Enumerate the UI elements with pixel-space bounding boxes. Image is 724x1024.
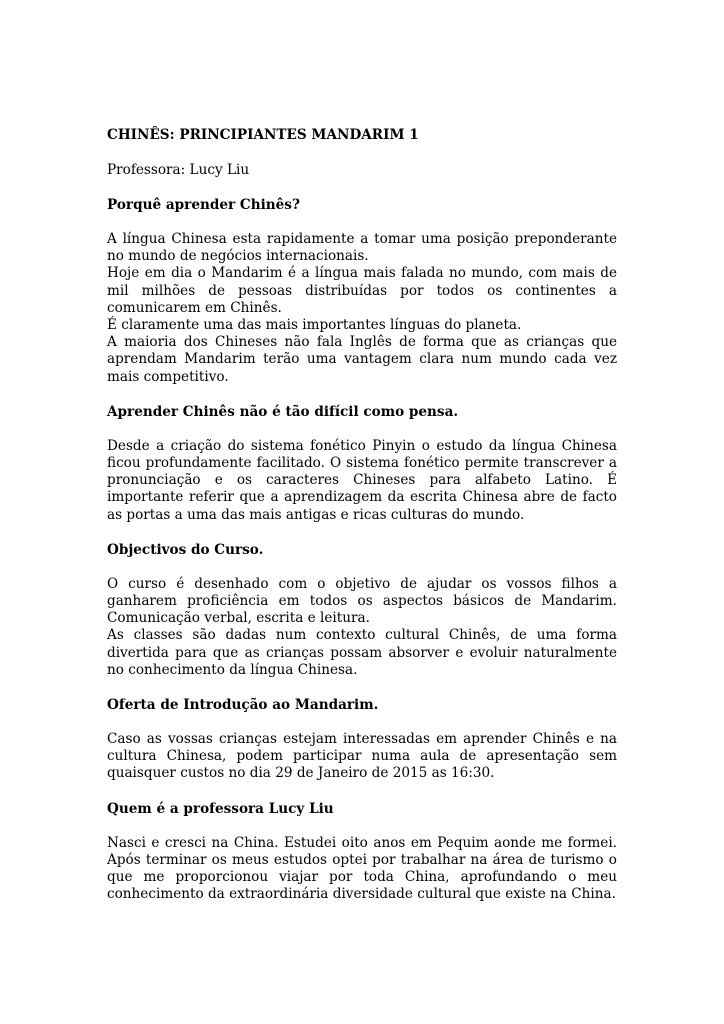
teacher-line: Professora: Lucy Liu — [107, 162, 250, 178]
section-paragraph: As classes são dadas num contexto cultural Chinês, de uma forma divertida para que as crianças possam absorver e evoluir naturalmente no conhecimento da língua Chinesa. — [107, 627, 617, 678]
section-paragraph: Caso as vossas crianças estejam interessadas em aprender Chinês e na cultura Chinesa, podem participar numa aula de apresentação sem quaisquer custos no dia 29 de Janeiro de 2015 as 16:30. — [107, 731, 617, 782]
section-paragraph: A língua Chinesa esta rapidamente a tomar uma posição preponderante no mundo de negócios internacionais. — [107, 231, 617, 265]
section-paragraph: É claramente uma das mais importantes línguas do planeta. — [107, 317, 522, 334]
section-heading: Porquê aprender Chinês? — [107, 197, 300, 213]
section-intro-offer — [107, 696, 617, 783]
section-heading: Oferta de Introdução ao Mandarim. — [107, 697, 379, 714]
section-heading: Quem é a professora Lucy Liu — [107, 800, 334, 817]
section-paragraph: Nasci e cresci na China. Estudei oito anos em Pequim aonde me formei. Após terminar os meus estudos optei por trabalhar na área de turismo o que me proporcionou viajar por toda China, aprofundando o meu conhecimento da extraordinária diversidade cultural que existe na China. — [107, 834, 617, 903]
section-not-difficult — [107, 403, 617, 524]
section-about-teacher — [107, 800, 617, 904]
section-heading: Objectivos do Curso. — [107, 541, 264, 558]
section-paragraph: Desde a criação do sistema fonético Pinyin o estudo da língua Chinesa ficou profundamente facilitado. O sistema fonético permite transcrever a pronunciação e os caracteres Chineses para alfabeto Latino. É importante referir que a aprendizagem da escrita Chinesa abre de facto as portas a uma das mais antigas e ricas culturas do mundo. — [107, 437, 617, 523]
section-heading: Aprender Chinês não é tão difícil como pensa. — [107, 403, 459, 420]
section-paragraph: A maioria dos Chineses não fala Inglês de forma que as crianças que aprendam Mandarim terão uma vantagem clara num mundo cada vez mais competitivo. — [107, 334, 617, 385]
section-why-chinese — [107, 196, 617, 386]
section-paragraph: Hoje em dia o Mandarim é a língua mais falada no mundo, com mais de mil milhões de pessoas distribuídas por todos os continentes a comunicarem em Chinês. — [107, 265, 617, 316]
section-paragraph: O curso é desenhado com o objetivo de ajudar os vossos filhos a ganharem proficiência em todos os aspectos básicos de Mandarim. Comunicação verbal, escrita e leitura. — [107, 575, 617, 627]
document-title: CHINÊS: PRINCIPIANTES MANDARIM 1 — [107, 127, 419, 143]
section-course-objectives — [107, 541, 617, 679]
